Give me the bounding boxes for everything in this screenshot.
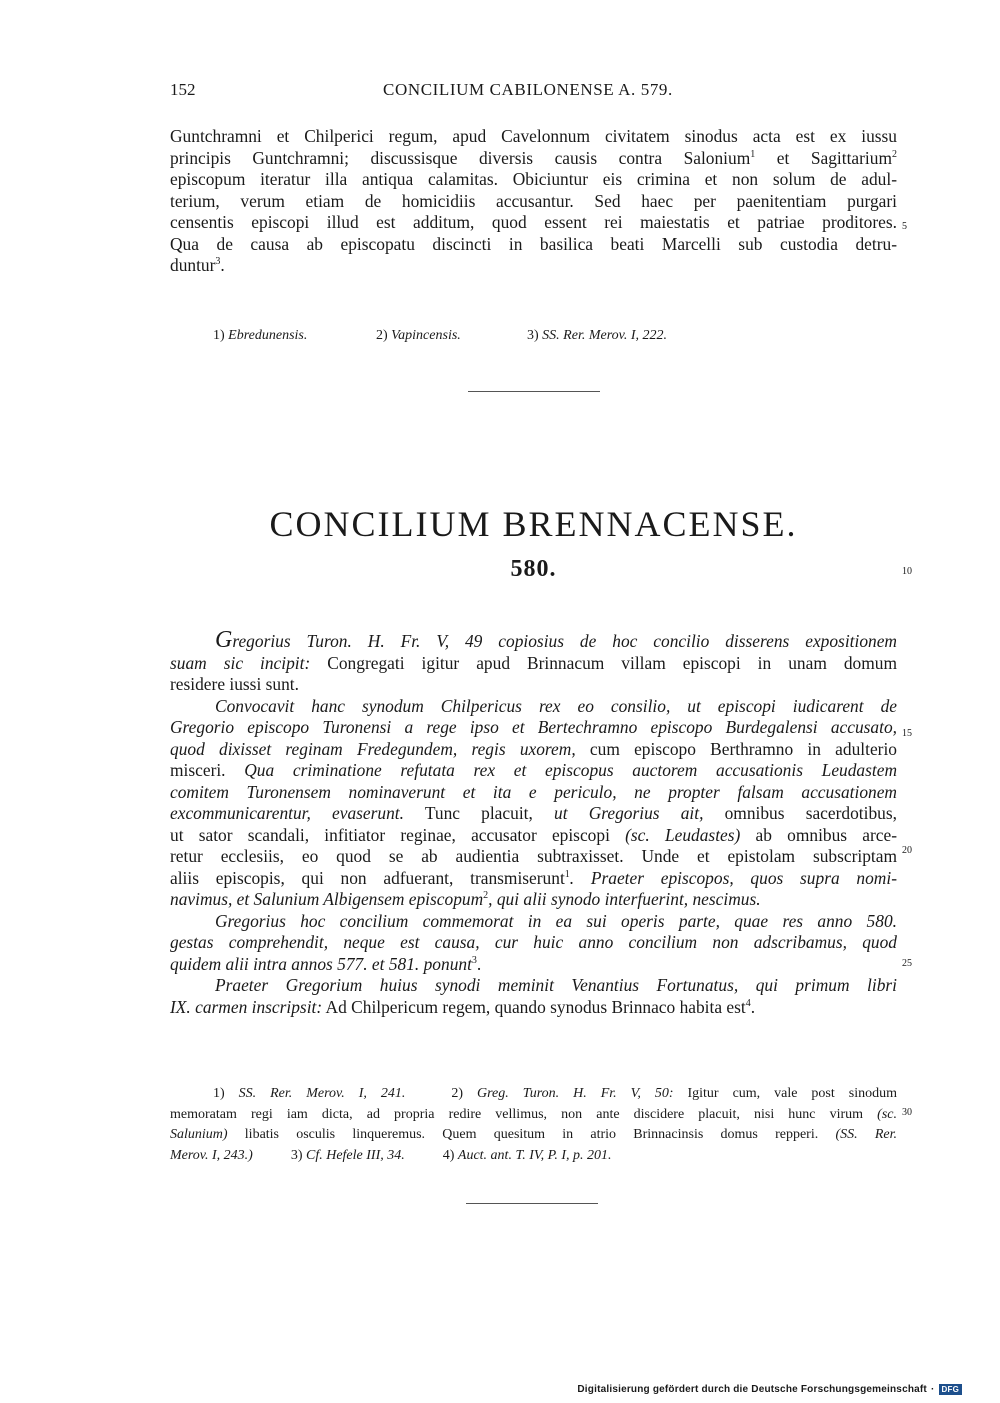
text-line: Gregorius Turon. H. Fr. V, 49 copiosius de hoc concilio disserens expositionem bbox=[215, 627, 897, 653]
text-line: Qua de causa ab episcopatu discincti in basilica beati Marcelli sub custodia detru- bbox=[170, 233, 897, 254]
dfg-logo: DFG bbox=[939, 1384, 963, 1395]
line-number: 15 bbox=[902, 728, 912, 739]
line-number: 10 bbox=[902, 566, 912, 577]
text-line: retur ecclesiis, eo quod se ab audientia subtraxisset. Unde et epistolam subscriptam bbox=[170, 846, 897, 866]
footnote-3: 3) SS. Rer. Merov. I, 222. bbox=[527, 328, 667, 343]
line-number: 5 bbox=[902, 221, 907, 232]
footnote-1: 1) Ebredunensis. bbox=[213, 328, 308, 343]
dfg-credit bbox=[577, 1384, 962, 1395]
section-year: 580. bbox=[510, 556, 557, 582]
footer-text: Digitalisierung gefördert durch die Deutsche Forschungsgemeinschaft bbox=[577, 1384, 927, 1395]
text-line: IX. carmen inscripsit: Ad Chilpericum regem, quando synodus Brinnaco habita est$^4$. bbox=[170, 996, 756, 1017]
prev-council-text bbox=[170, 126, 897, 277]
footnote-line: Merov. I, 243.) 3) Cf. Hefele III, 34. 4) Auct. ant. T. IV, P. I, p. 201. bbox=[170, 1147, 612, 1163]
text-line: ut sator scandali, infitiator reginae, accusator episcopi (sc. Leudastes) ab omnibus arce- bbox=[170, 824, 898, 845]
line-number: 30 bbox=[902, 1107, 912, 1118]
running-title: CONCILIUM CABILONENSE A. 579. bbox=[383, 80, 673, 99]
text-line: episcopum iteratur illa antiqua calamitas. Obiciuntur eis crimina et non solum de adul- bbox=[170, 169, 897, 189]
text-line: principis Guntchramni; discussisque diversis causis contra Salonium$^1$ et Sagittarium$^2$ bbox=[170, 147, 897, 168]
text-line: Guntchramni et Chilperici regum, apud Cavelonnum civitatem sinodus acta est ex iussu bbox=[170, 126, 897, 146]
text-line: quod dixisset reginam Fredegundem, regis uxorem, cum episcopo Berthramno in adulterio bbox=[170, 738, 897, 759]
text-line: aliis episcopis, qui non adfuerant, transmiserunt$^1$. Praeter episcopos, quos supra nomi- bbox=[170, 867, 897, 888]
text-line: navimus, et Salunium Albigensem episcopum$^2$, qui alii synodo interfuerint, nescimus. bbox=[170, 889, 761, 909]
text-line: terium, verum etiam de homicidiis accusantur. Sed haec per paenitentiam purgari bbox=[170, 190, 897, 211]
divider-rule bbox=[468, 391, 600, 392]
line-number: 20 bbox=[902, 845, 912, 856]
line-number: 25 bbox=[902, 958, 912, 969]
text-line: suam sic incipit: Congregati igitur apud Brinnacum villam episcopi in unam domum bbox=[170, 652, 897, 673]
page-number: 152 bbox=[170, 80, 196, 99]
section-title: CONCILIUM BRENNACENSE. bbox=[269, 504, 798, 544]
main-text bbox=[170, 627, 898, 1018]
divider-rule bbox=[466, 1203, 598, 1204]
text-line: excommunicarentur, evaserunt. Tunc placuit, ut Gregorius ait, omnibus sacerdotibus, bbox=[170, 803, 897, 823]
text-line: Praeter Gregorium huius synodi meminit Venantius Fortunatus, qui primum libri bbox=[215, 975, 897, 995]
text-line: Gregorio episcopo Turonensi a rege ipso et Bertechramno episcopo Burdegalensi accusato, bbox=[170, 717, 897, 737]
text-line: Convocavit hanc synodum Chilpericus rex eo consilio, ut episcopi iudicarent de bbox=[215, 695, 897, 716]
text-line: misceri. Qua criminatione refutata rex et episcopus auctorem accusationis Leudastem bbox=[170, 760, 897, 780]
text-line: Gregorius hoc concilium commemorat in ea sui operis parte, quae res anno 580. bbox=[215, 910, 897, 931]
running-head bbox=[170, 80, 895, 104]
footnote-line: Salunium) libatis osculis linqueremus. Quem quesitum in atrio Brinnacinsis domus repperi. (SS. Rer. bbox=[170, 1127, 897, 1142]
footer-separator: · bbox=[930, 1384, 935, 1395]
text-line: residere iussi sunt. bbox=[170, 674, 299, 694]
text-line: quidem alii intra annos 577. et 581. ponunt$^3$. bbox=[170, 953, 482, 974]
text-line: censentis episcopi illud est additum, quod essent rei maiestatis et patriae proditores. bbox=[170, 212, 897, 232]
footnotes bbox=[170, 1084, 897, 1166]
footnote-2: 2) Vapincensis. bbox=[376, 328, 461, 343]
text-line: gestas comprehendit, neque est causa, cur huic anno concilium non adscribamus, quod bbox=[170, 932, 897, 952]
footnote-line: memoratam regi iam dicta, ad propria redire vellimus, non ante discidere placuit, nisi hunc virum (sc. bbox=[170, 1106, 897, 1122]
footnote-line: 1) SS. Rer. Merov. I, 241. 2) Greg. Turon. H. Fr. V, 50: Igitur cum, vale post sinodum bbox=[213, 1086, 897, 1101]
text-line: comitem Turonensem nominaverunt et ita e periculo, ne propter falsam accusationem bbox=[170, 781, 897, 802]
text-line: duntur$^3$. bbox=[170, 255, 225, 275]
